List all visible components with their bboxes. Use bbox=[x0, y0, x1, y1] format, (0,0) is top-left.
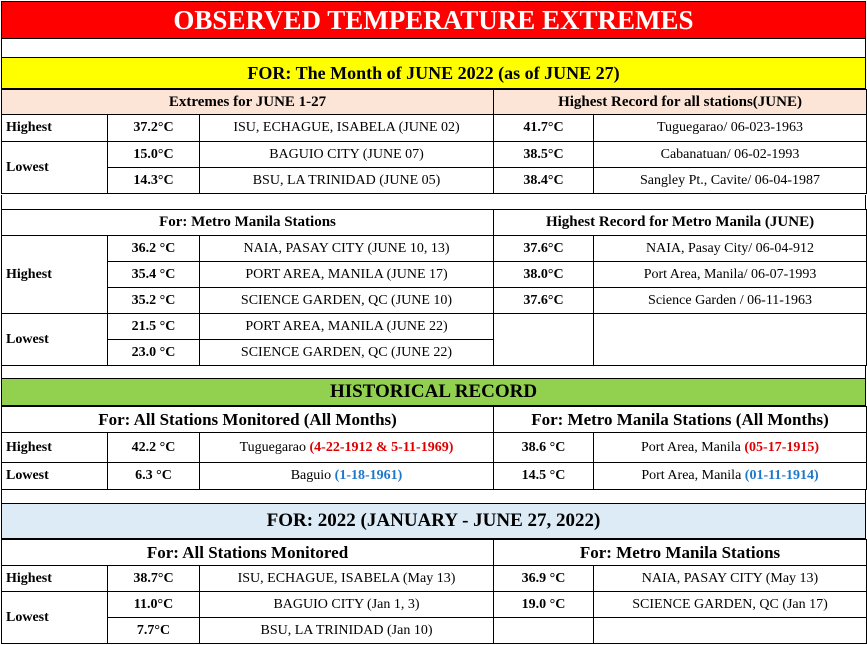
station-name: BSU, LA TRINIDAD (Jan 10) bbox=[200, 618, 494, 644]
station-name: NAIA, PASAY CITY (JUNE 10, 13) bbox=[200, 236, 494, 262]
spacer-row bbox=[1, 366, 866, 378]
record-temp: 38.0°C bbox=[494, 262, 594, 288]
station-name: PORT AREA, MANILA (JUNE 22) bbox=[200, 314, 494, 340]
station-name: ISU, ECHAGUE, ISABELA (May 13) bbox=[200, 566, 494, 592]
record-temp: 37.6°C bbox=[494, 236, 594, 262]
table-row bbox=[2, 288, 867, 314]
station-name bbox=[200, 433, 494, 463]
table-row bbox=[2, 592, 867, 618]
temp-value: 11.0°C bbox=[108, 592, 200, 618]
year-left-header: For: All Stations Monitored bbox=[2, 540, 494, 566]
page-title: OBSERVED TEMPERATURE EXTREMES bbox=[1, 1, 866, 39]
historical-left-header: For: All Stations Monitored (All Months) bbox=[2, 407, 494, 433]
historical-table bbox=[1, 406, 867, 490]
record-temp: 19.0 °C bbox=[494, 592, 594, 618]
record-temp: 41.7°C bbox=[494, 115, 594, 142]
temp-value: 21.5 °C bbox=[108, 314, 200, 340]
record-station: SCIENCE GARDEN, QC (Jan 17) bbox=[594, 592, 867, 618]
record-temp: 37.6°C bbox=[494, 288, 594, 314]
temp-value: 37.2°C bbox=[108, 115, 200, 142]
table-row bbox=[2, 115, 867, 142]
record-date: (01-11-1914) bbox=[744, 468, 819, 483]
record-date: (4-22-1912 & 5-11-1969) bbox=[309, 439, 454, 455]
june-extremes-table bbox=[1, 89, 867, 194]
record-temp: 38.4°C bbox=[494, 168, 594, 194]
temp-value: 15.0°C bbox=[108, 142, 200, 168]
month-header: FOR: The Month of JUNE 2022 (as of JUNE 27) bbox=[1, 57, 866, 89]
year-table bbox=[1, 539, 867, 644]
station-text: Port Area, Manila bbox=[641, 468, 745, 483]
station-name: SCIENCE GARDEN, QC (JUNE 10) bbox=[200, 288, 494, 314]
temp-value: 23.0 °C bbox=[108, 340, 200, 366]
temp-value: 38.7°C bbox=[108, 566, 200, 592]
metro-manila-table bbox=[1, 209, 867, 366]
temp-value: 35.4 °C bbox=[108, 262, 200, 288]
table-row bbox=[2, 262, 867, 288]
row-label-highest: Highest bbox=[2, 115, 108, 142]
station-name: SCIENCE GARDEN, QC (JUNE 22) bbox=[200, 340, 494, 366]
spacer-row bbox=[1, 489, 866, 503]
row-label-lowest: Lowest bbox=[2, 463, 108, 490]
table-row bbox=[2, 618, 867, 644]
station-text: Port Area, Manila bbox=[640, 439, 745, 455]
table-row bbox=[2, 236, 867, 262]
record-temp: 38.6 °C bbox=[494, 433, 594, 463]
station-text: Tuguegarao bbox=[239, 439, 310, 455]
record-temp: 38.5°C bbox=[494, 142, 594, 168]
record-station bbox=[594, 314, 867, 366]
metro-left-header: For: Metro Manila Stations bbox=[2, 210, 494, 236]
row-label-lowest: Lowest bbox=[2, 314, 108, 366]
station-name: BAGUIO CITY (Jan 1, 3) bbox=[200, 592, 494, 618]
record-station: Tuguegarao/ 06-023-1963 bbox=[594, 115, 867, 142]
row-label-highest: Highest bbox=[2, 566, 108, 592]
table-row bbox=[2, 314, 867, 340]
row-label-lowest: Lowest bbox=[2, 592, 108, 644]
station-name: BAGUIO CITY (JUNE 07) bbox=[200, 142, 494, 168]
station-name bbox=[200, 463, 494, 490]
june-left-header: Extremes for JUNE 1-27 bbox=[2, 90, 494, 115]
record-temp: 14.5 °C bbox=[494, 463, 594, 490]
metro-right-header: Highest Record for Metro Manila (JUNE) bbox=[494, 210, 867, 236]
temp-value: 7.7°C bbox=[108, 618, 200, 644]
record-station: Cabanatuan/ 06-02-1993 bbox=[594, 142, 867, 168]
record-station bbox=[594, 618, 867, 644]
row-label-highest: Highest bbox=[2, 236, 108, 314]
record-temp bbox=[494, 314, 594, 366]
june-right-header: Highest Record for all stations(JUNE) bbox=[494, 90, 867, 115]
temp-value: 42.2 °C bbox=[108, 433, 200, 463]
station-name: ISU, ECHAGUE, ISABELA (JUNE 02) bbox=[200, 115, 494, 142]
historical-header: HISTORICAL RECORD bbox=[1, 378, 866, 406]
record-station: Science Garden / 06-11-1963 bbox=[594, 288, 867, 314]
record-station bbox=[594, 433, 867, 463]
row-label-lowest: Lowest bbox=[2, 142, 108, 194]
record-station: NAIA, Pasay City/ 06-04-912 bbox=[594, 236, 867, 262]
record-date: (05-17-1915) bbox=[744, 439, 820, 455]
record-station bbox=[594, 463, 867, 490]
table-row bbox=[2, 566, 867, 592]
record-station: Sangley Pt., Cavite/ 06-04-1987 bbox=[594, 168, 867, 194]
record-temp bbox=[494, 618, 594, 644]
temp-value: 14.3°C bbox=[108, 168, 200, 194]
temp-value: 35.2 °C bbox=[108, 288, 200, 314]
record-station: NAIA, PASAY CITY (May 13) bbox=[594, 566, 867, 592]
record-date: (1-18-1961) bbox=[334, 468, 403, 483]
table-row bbox=[2, 142, 867, 168]
spacer-row bbox=[1, 39, 866, 57]
temp-value: 6.3 °C bbox=[108, 463, 200, 490]
table-row bbox=[2, 168, 867, 194]
table-row bbox=[2, 463, 867, 490]
row-label-highest: Highest bbox=[2, 433, 108, 463]
station-name: BSU, LA TRINIDAD (JUNE 05) bbox=[200, 168, 494, 194]
station-name: PORT AREA, MANILA (JUNE 17) bbox=[200, 262, 494, 288]
temp-value: 36.2 °C bbox=[108, 236, 200, 262]
station-text: Baguio bbox=[290, 468, 335, 483]
record-temp: 36.9 °C bbox=[494, 566, 594, 592]
table-row bbox=[2, 433, 867, 463]
record-station: Port Area, Manila/ 06-07-1993 bbox=[594, 262, 867, 288]
year-right-header: For: Metro Manila Stations bbox=[494, 540, 867, 566]
spacer-row bbox=[1, 195, 866, 209]
year-header: FOR: 2022 (JANUARY - JUNE 27, 2022) bbox=[1, 503, 866, 539]
historical-right-header: For: Metro Manila Stations (All Months) bbox=[494, 407, 867, 433]
